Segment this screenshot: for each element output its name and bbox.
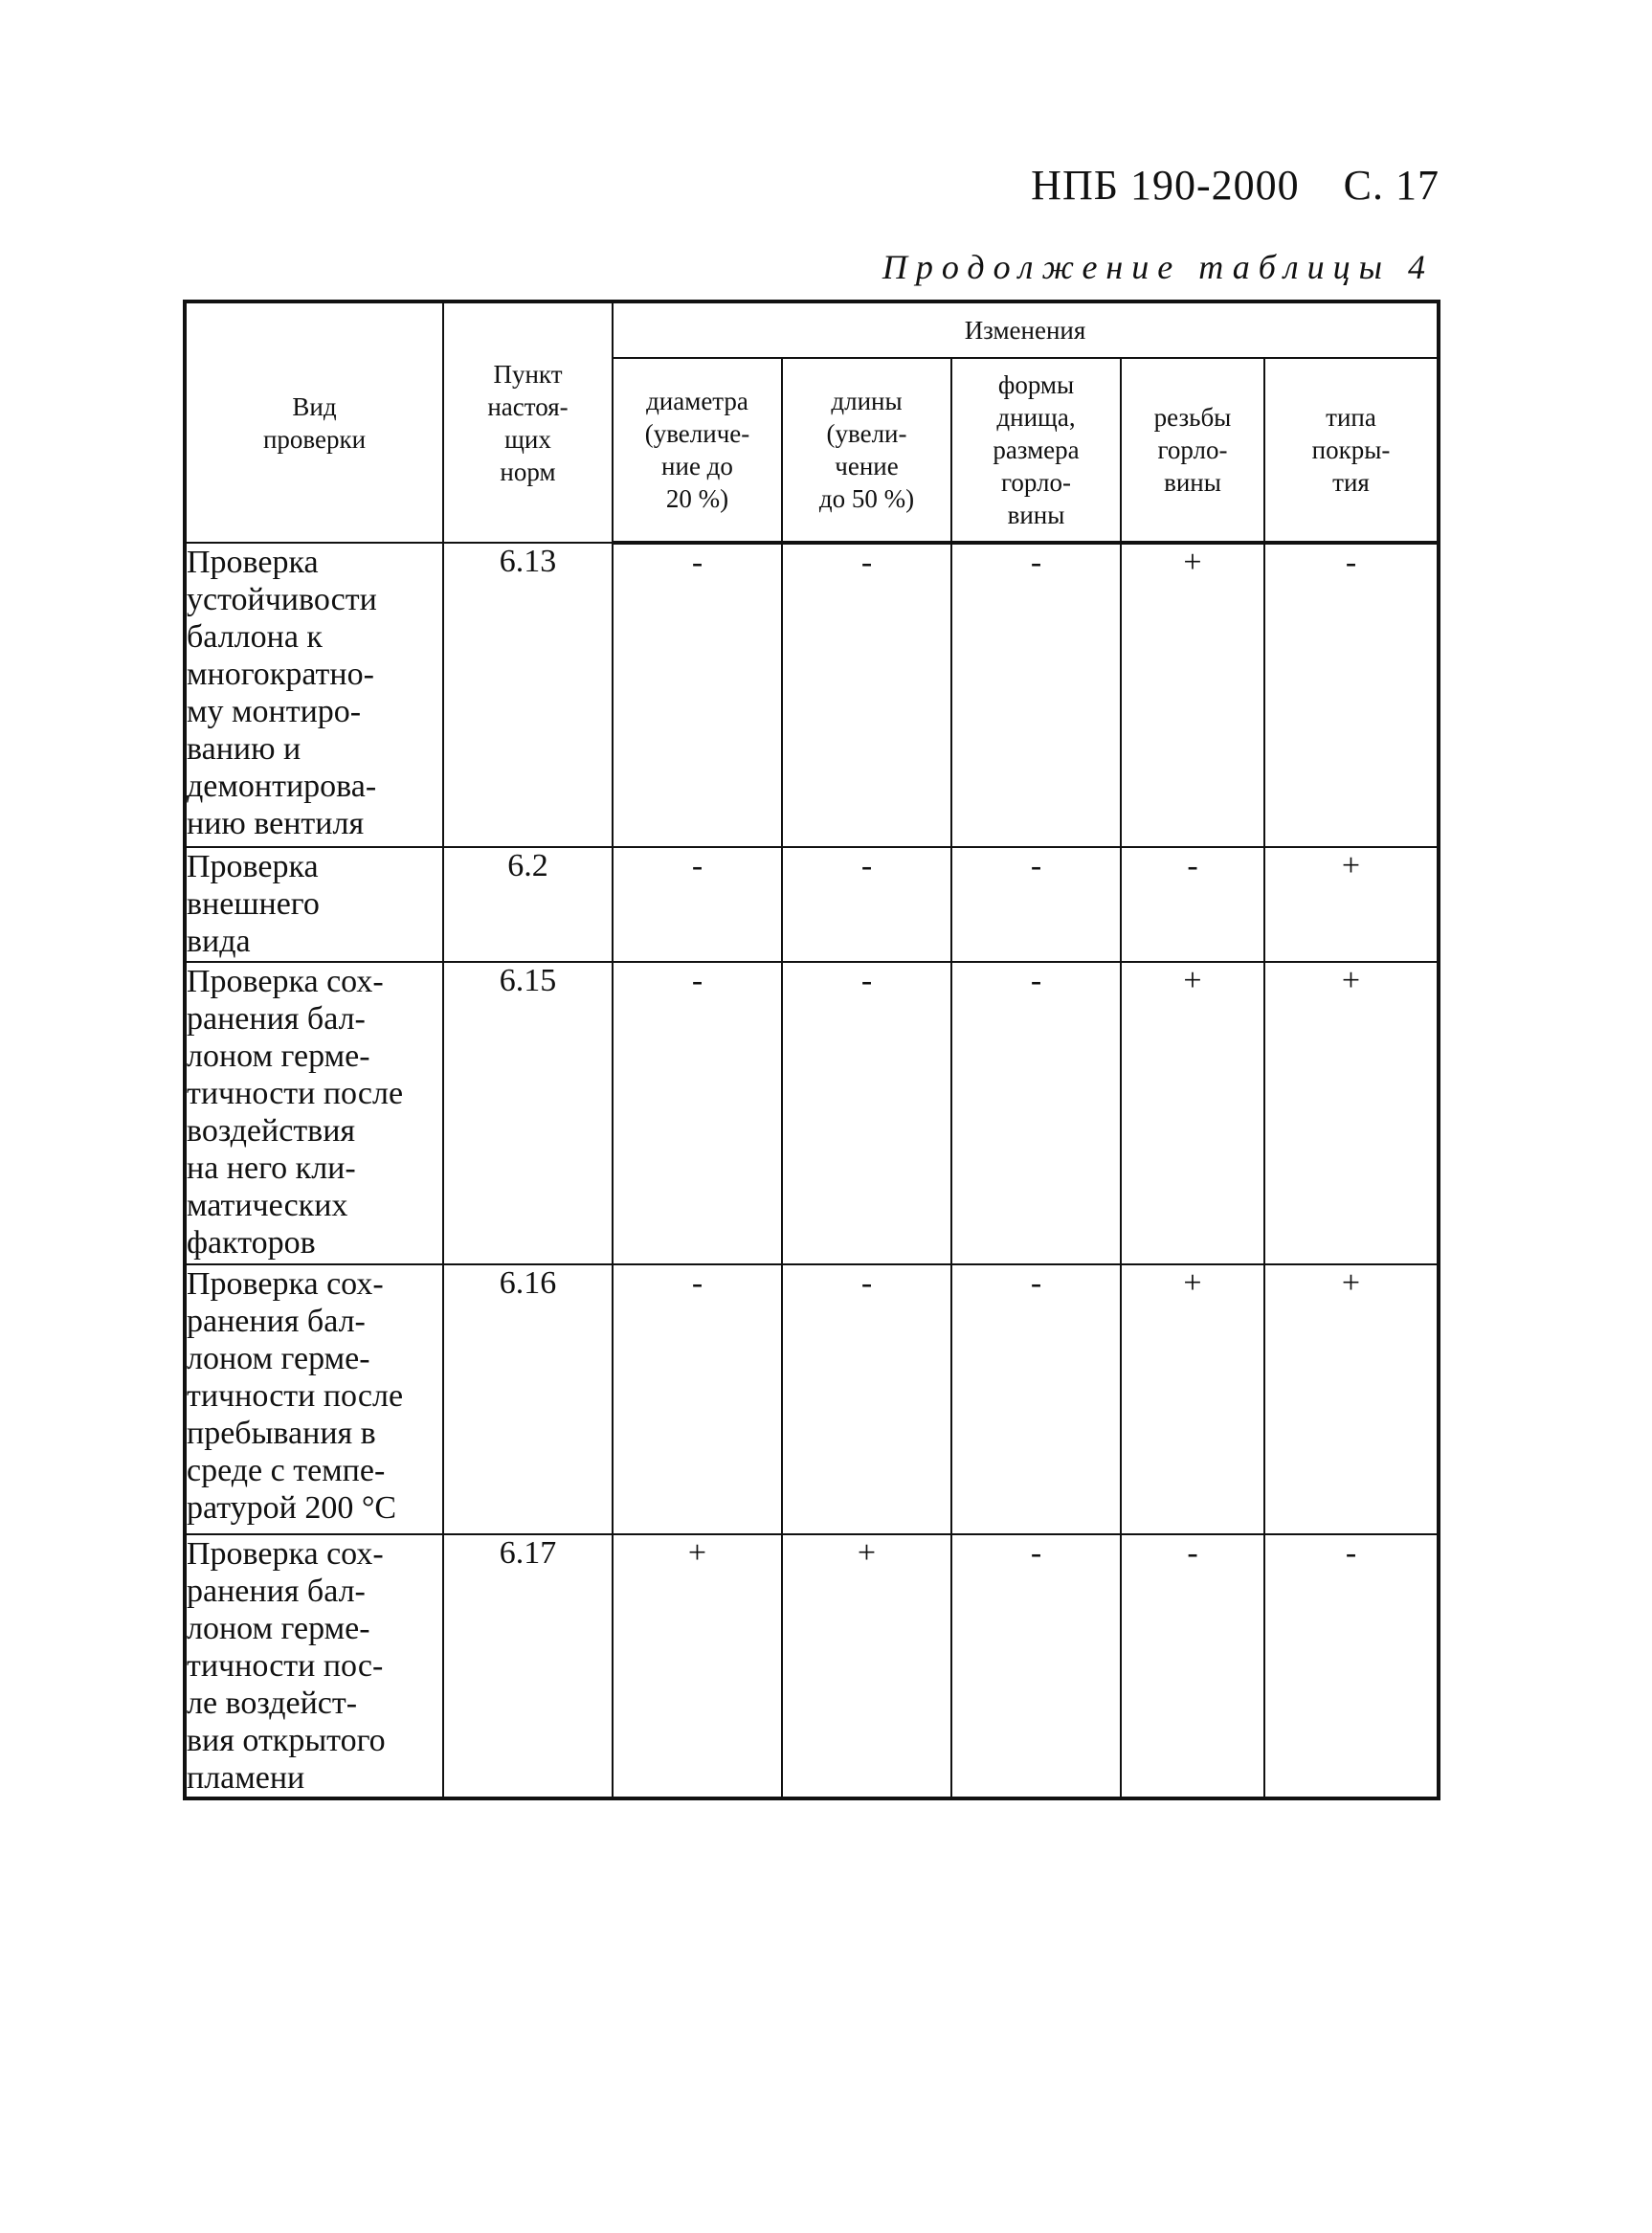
table-row xyxy=(185,1264,1439,1534)
table-row xyxy=(185,962,1439,1264)
neck-thread-mark: - xyxy=(1121,847,1264,962)
coating-type-mark: + xyxy=(1264,1264,1439,1534)
diameter-mark: - xyxy=(613,1264,782,1534)
clause-cell: 6.2 xyxy=(443,847,613,962)
clause-cell: 6.15 xyxy=(443,962,613,1264)
header-diameter: диаметра (увеличе- ние до 20 %) xyxy=(613,358,782,543)
neck-thread-mark: + xyxy=(1121,543,1264,847)
neck-thread-mark: - xyxy=(1121,1534,1264,1798)
length-mark: - xyxy=(782,543,951,847)
header-coating-type: типа покры- тия xyxy=(1264,358,1439,543)
inspection-table xyxy=(183,300,1440,1800)
coating-type-mark: - xyxy=(1264,543,1439,847)
document-code: НПБ 190-2000 xyxy=(1031,162,1300,209)
diameter-mark: + xyxy=(613,1534,782,1798)
length-mark: - xyxy=(782,1264,951,1534)
clause-cell: 6.17 xyxy=(443,1534,613,1798)
check-type-cell: Проверка сох- ранения бал- лоном герме- тичности пос- ле воздейст- вия открытого пламени xyxy=(185,1534,443,1798)
clause-cell: 6.16 xyxy=(443,1264,613,1534)
header-length: длины (увели- чение до 50 %) xyxy=(782,358,951,543)
table-continuation-label: Продолжение таблицы 4 xyxy=(882,248,1434,286)
length-mark: + xyxy=(782,1534,951,1798)
length-mark: - xyxy=(782,962,951,1264)
check-type-cell: Проверка сох- ранения бал- лоном герме- тичности после воздействия на него кли- матических факторов xyxy=(185,962,443,1264)
check-type-cell: Проверка сох- ранения бал- лоном герме- тичности после пребывания в среде с темпе- ратурой 200 °С xyxy=(185,1264,443,1534)
page-number: С. 17 xyxy=(1343,162,1440,209)
coating-type-mark: - xyxy=(1264,1534,1439,1798)
bottom-shape-mark: - xyxy=(951,1264,1121,1534)
neck-thread-mark: + xyxy=(1121,962,1264,1264)
coating-type-mark: + xyxy=(1264,847,1439,962)
table-row xyxy=(185,1534,1439,1798)
diameter-mark: - xyxy=(613,962,782,1264)
page-header xyxy=(1031,161,1440,210)
bottom-shape-mark: - xyxy=(951,962,1121,1264)
diameter-mark: - xyxy=(613,847,782,962)
neck-thread-mark: + xyxy=(1121,1264,1264,1534)
header-clause: Пункт настоя- щих норм xyxy=(443,301,613,543)
bottom-shape-mark: - xyxy=(951,1534,1121,1798)
table-row xyxy=(185,543,1439,847)
table-row xyxy=(185,847,1439,962)
header-neck-thread: резьбы горло- вины xyxy=(1121,358,1264,543)
check-type-cell: Проверка устойчивости баллона к многократно- му монтиро- ванию и демонтирова- нию вентиля xyxy=(185,543,443,847)
bottom-shape-mark: - xyxy=(951,543,1121,847)
header-check-type: Вид проверки xyxy=(185,301,443,543)
header-changes-group: Изменения xyxy=(613,301,1439,358)
check-type-cell: Проверка внешнего вида xyxy=(185,847,443,962)
length-mark: - xyxy=(782,847,951,962)
coating-type-mark: + xyxy=(1264,962,1439,1264)
header-bottom-shape: формы днища, размера горло- вины xyxy=(951,358,1121,543)
bottom-shape-mark: - xyxy=(951,847,1121,962)
diameter-mark: - xyxy=(613,543,782,847)
clause-cell: 6.13 xyxy=(443,543,613,847)
